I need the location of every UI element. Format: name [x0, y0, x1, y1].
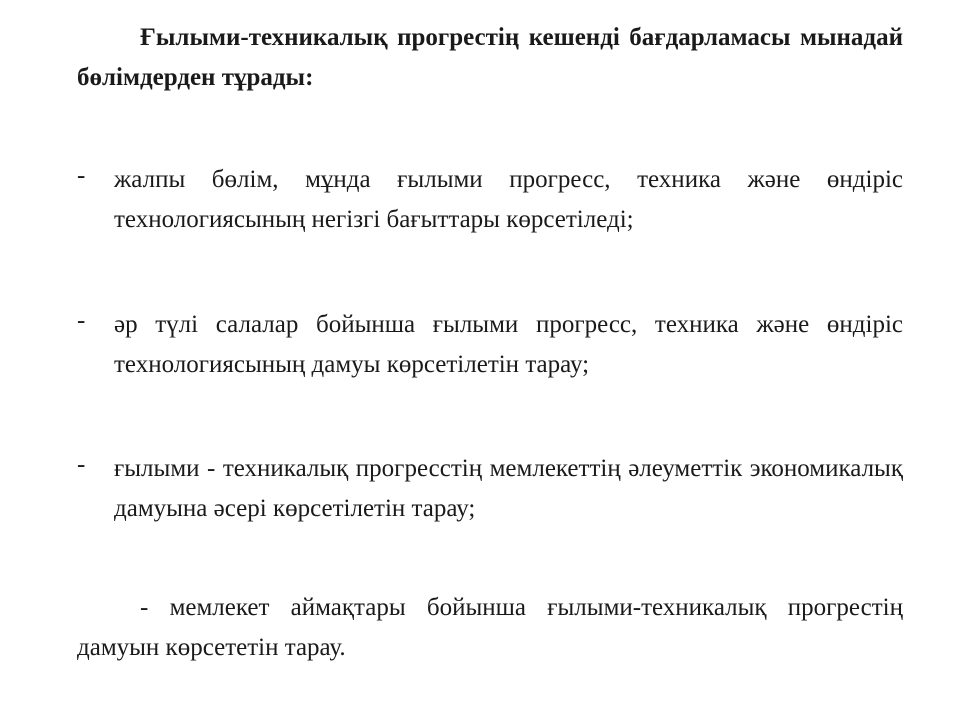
document-heading: Ғылыми-техникалық прогрестің кешенді бағдарламасы мынадай бөлімдерден тұрады: [77, 24, 903, 91]
last-list-item: - мемлекет аймақтары бойынша ғылыми-техникалық прогрестің дамуын көрсететін тарау. [77, 594, 903, 661]
list-item-text: жалпы бөлім, мұнда ғылыми прогресс, техника және өндіріс технологиясының негізгі бағыттары көрсетіледі; [114, 166, 903, 233]
bullet-marker: - [77, 451, 86, 478]
list-item-text: әр түлі салалар бойынша ғылыми прогресс, техника және өндіріс технологиясының дамуы көрсетілетін тарау; [114, 311, 903, 378]
bullet-marker: - [77, 307, 86, 334]
list-item-text: ғылыми - техникалық прогресстің мемлекеттің әлеуметтік экономикалық дамуына әсері көрсетілетін тарау; [114, 455, 903, 522]
bullet-marker: - [77, 162, 86, 189]
